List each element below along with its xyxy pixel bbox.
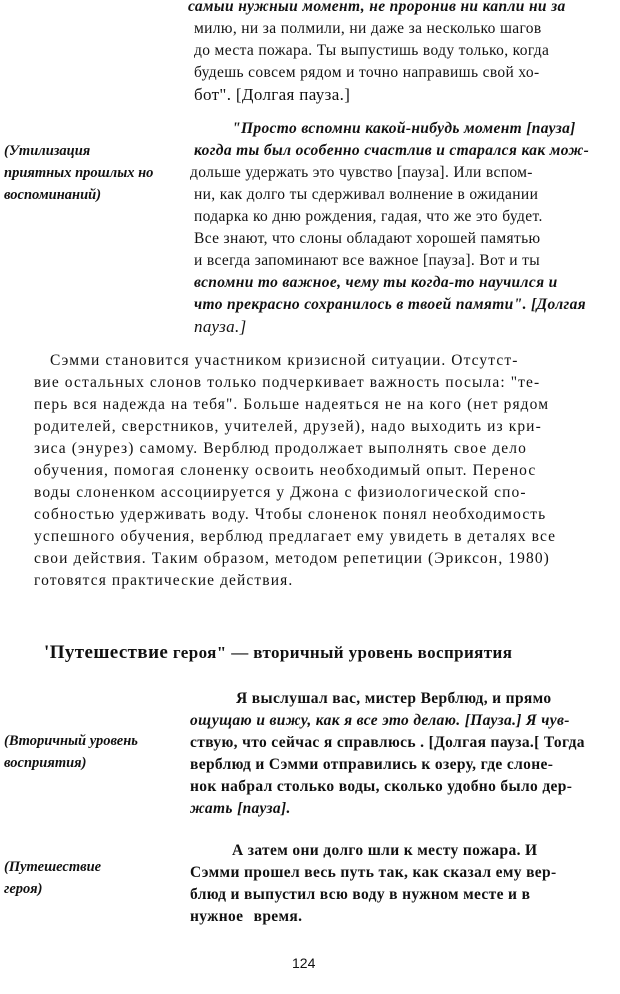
excerpt-line: нок набрал столько воды, сколько удобно было дер- [190, 778, 573, 795]
paragraph-line: перь вся надежда на тебя". Больше надеяться не на кого (нет рядом [34, 396, 550, 413]
excerpt-line: когда ты был особенно счастлив и старался как мож- [194, 142, 590, 159]
margin-note: приятных прошлых но [4, 165, 154, 181]
margin-note: (Вторичный уровень [4, 733, 138, 749]
excerpt-line: Я выслушал вас, мистер Верблюд, и прямо [236, 690, 552, 707]
paragraph-line: собностью удерживать воду. Чтобы слоненок понял необходимость [34, 506, 547, 523]
excerpt-line: что прекрасно сохранилось в твоей памяти". [Долгая [194, 296, 587, 313]
excerpt-line: милю, ни за полмили, ни даже за несколько шагов [194, 20, 542, 37]
excerpt-line: будешь совсем рядом и точно направишь свой хо- [194, 64, 540, 81]
margin-note: восприятия) [4, 755, 87, 771]
excerpt-line: до места пожара. Ты выпустишь воду только, когда [194, 42, 550, 59]
excerpt-line: нужное время. [190, 908, 303, 925]
paragraph-line: вие остальных слонов только подчеркивает важность посыла: "те- [34, 374, 541, 391]
paragraph-line: зиса (энурез) самому. Верблюд продолжает выполнять свое дело [34, 440, 527, 457]
section-heading [44, 642, 512, 664]
excerpt-line: ни, как долго ты сдерживал волнение в ожидании [194, 186, 539, 203]
excerpt-line: "Просто вспомни какой-нибудь момент [пауза] [232, 120, 576, 137]
paragraph-line: Сэмми становится участником кризисной ситуации. Отсутст- [50, 352, 519, 369]
excerpt-line: А затем они долго шли к месту пожара. И [232, 842, 538, 859]
excerpt-line: пауза.] [194, 317, 247, 336]
paragraph-line: свои действия. Таким образом, методом репетиции (Эриксон, 1980) [34, 550, 550, 567]
excerpt-line: самыи нужныи момент, не проронив ни капли ни за [188, 0, 566, 15]
excerpt-line: верблюд и Сэмми отправились к озеру, где слоне- [190, 756, 554, 773]
excerpt-line: бот". [Долгая пауза.] [194, 85, 351, 104]
paragraph-line: успешного обучения, верблюд предлагает ему увидеть в деталях все [34, 528, 557, 545]
excerpt-line: блюд и выпустил всю воду в нужном месте и в [190, 886, 531, 903]
margin-note: (Путешествие [4, 859, 102, 875]
heading-quote: ' [44, 642, 50, 663]
excerpt-line: дольше удержать это чувство [пауза]. Или вспом- [190, 164, 533, 181]
excerpt-line: вспомни то важное, чему ты когда-то научился и [194, 274, 558, 291]
excerpt-line: ствую, что сейчас я справлюсь . [Долгая пауза.[ Тогда [190, 734, 585, 751]
paragraph-line: воды слоненком ассоциируется у Джона с физиологической спо- [34, 484, 527, 501]
paragraph-line: обучения, помогая слоненку освоить необходимый опыт. Перенос [34, 462, 537, 479]
paragraph-line: родителей, сверстников, учителей, друзей), надо выходить из кри- [34, 418, 542, 435]
excerpt-line: подарка ко дню рождения, гадая, что же это будет. [194, 208, 543, 225]
excerpt-line: Все знают, что слоны обладают хорошей памятью [194, 230, 541, 247]
excerpt-line: Сэмми прошел весь путь так, как сказал ему вер- [190, 864, 557, 881]
excerpt-line: жать [пауза]. [190, 800, 291, 817]
margin-note: воспоминаний) [4, 187, 102, 203]
heading-rest: героя" — вторичный уровень восприятия [168, 643, 513, 662]
margin-note: (Утилизация [4, 143, 91, 159]
paragraph-line: готовятся практические действия. [34, 572, 294, 589]
margin-note: героя) [4, 881, 43, 897]
excerpt-line: ощущаю и вижу, как я все это делаю. [Пауза.] Я чув- [190, 712, 570, 729]
page-number: 124 [292, 955, 316, 971]
excerpt-line: и всегда запоминают все важное [пауза]. Вот и ты [194, 252, 541, 269]
heading-word: Путешествие [49, 642, 169, 663]
